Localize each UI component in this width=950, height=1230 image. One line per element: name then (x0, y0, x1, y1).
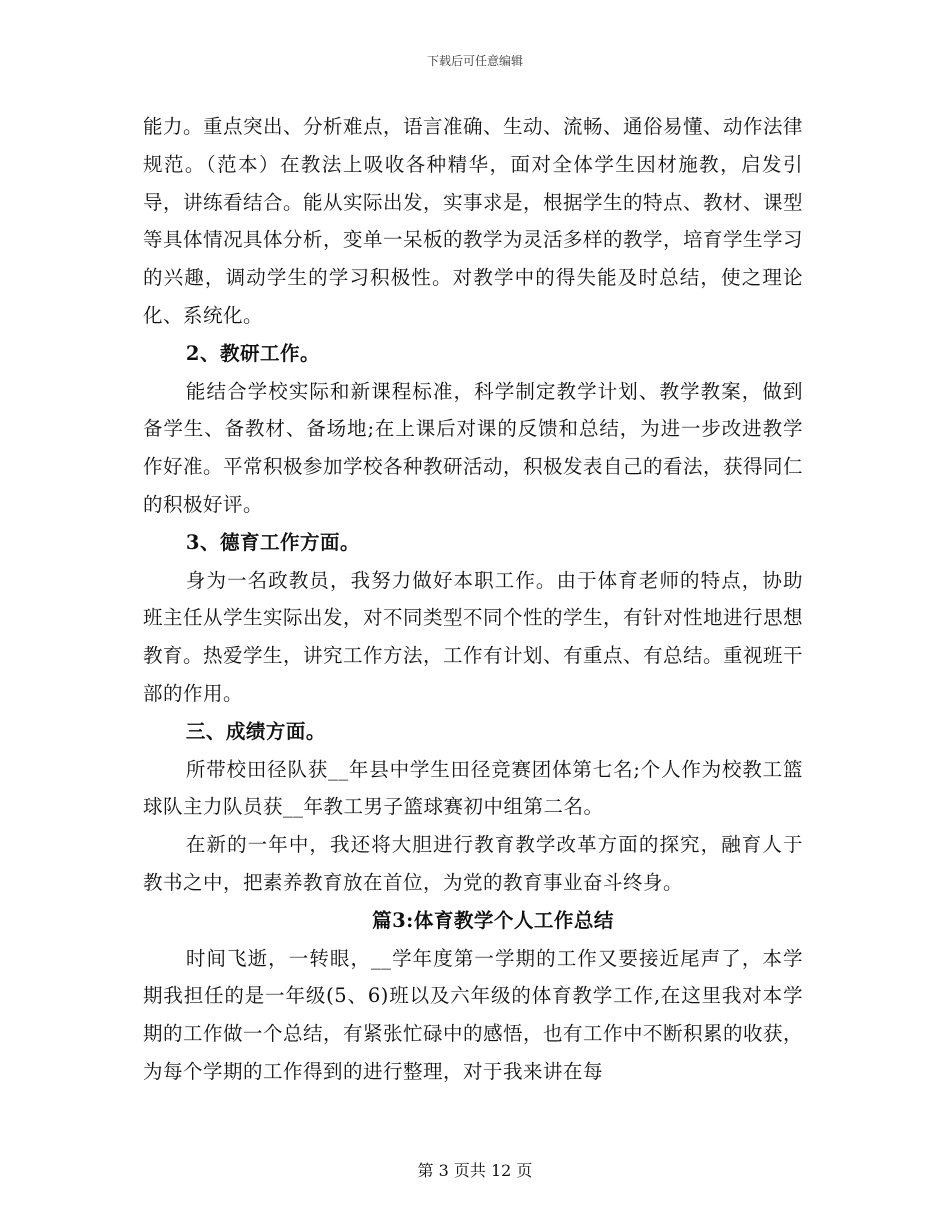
section-heading: 3、德育工作方面。 (185, 530, 360, 554)
section-heading: 2、教研工作。 (185, 341, 320, 365)
paragraph: 在新的一年中，我还将大胆进行教育教学改革方面的探究，融育人于教书之中，把素养教育放在首位，为党的教育事业奋斗终身。 (143, 833, 803, 894)
page-header: 下载后可任意编辑 (426, 54, 523, 68)
paragraph: 能力。重点突出、分析难点，语言准确、生动、流畅、通俗易懂、动作法律规范。（范本）在教法上吸收各种精华，面对全体学生因材施教，启发引导，讲练看结合。能从实际出发，实事求是，根据学生的特点、教材、课型等具体情况具体分析，变单一呆板的教学为灵活多样的教学，培育学生学习的兴趣，调动学生的学习积极性。对教学中的得失能及时总结，使之理论化、系统化。 (143, 115, 804, 327)
paragraph: 所带校田径队获__年县中学生田径竞赛团体第七名;个人作为校教工篮球队主力队员获__年教工男子篮球赛初中组第二名。 (143, 757, 803, 819)
article-title: 篇3:体育教学个人工作总结 (372, 908, 614, 932)
page-footer: 第 3 页共 12 页 (417, 1161, 533, 1180)
paragraph: 时间飞逝，一转眼，__学年度第一学期的工作又要接近尾声了，本学期我担任的是一年级(5、6)班以及六年级的体育教学工作,在这里我对本学期的工作做一个总结，有紧张忙碌中的感悟，也有工作中不断积累的收获，为每个学期的工作得到的进行整理，对于我来讲在每 (143, 946, 804, 1083)
section-heading: 三、成绩方面。 (185, 719, 326, 743)
paragraph: 身为一名政教员，我努力做好本职工作。由于体育老师的特点，协助班主任从学生实际出发，对不同类型不同个性的学生，有针对性地进行思想教育。热爱学生，讲究工作方法，工作有计划、有重点、有总结。重视班干部的作用。 (143, 568, 804, 705)
paragraph: 能结合学校实际和新课程标准，科学制定教学计划、教学教案，做到备学生、备教材、备场地;在上课后对课的反馈和总结，为进一步改进教学作好准。平常积极参加学校各种教研活动，积极发表自己的看法，获得同仁的积极好评。 (143, 379, 804, 516)
document-body (143, 108, 803, 1091)
